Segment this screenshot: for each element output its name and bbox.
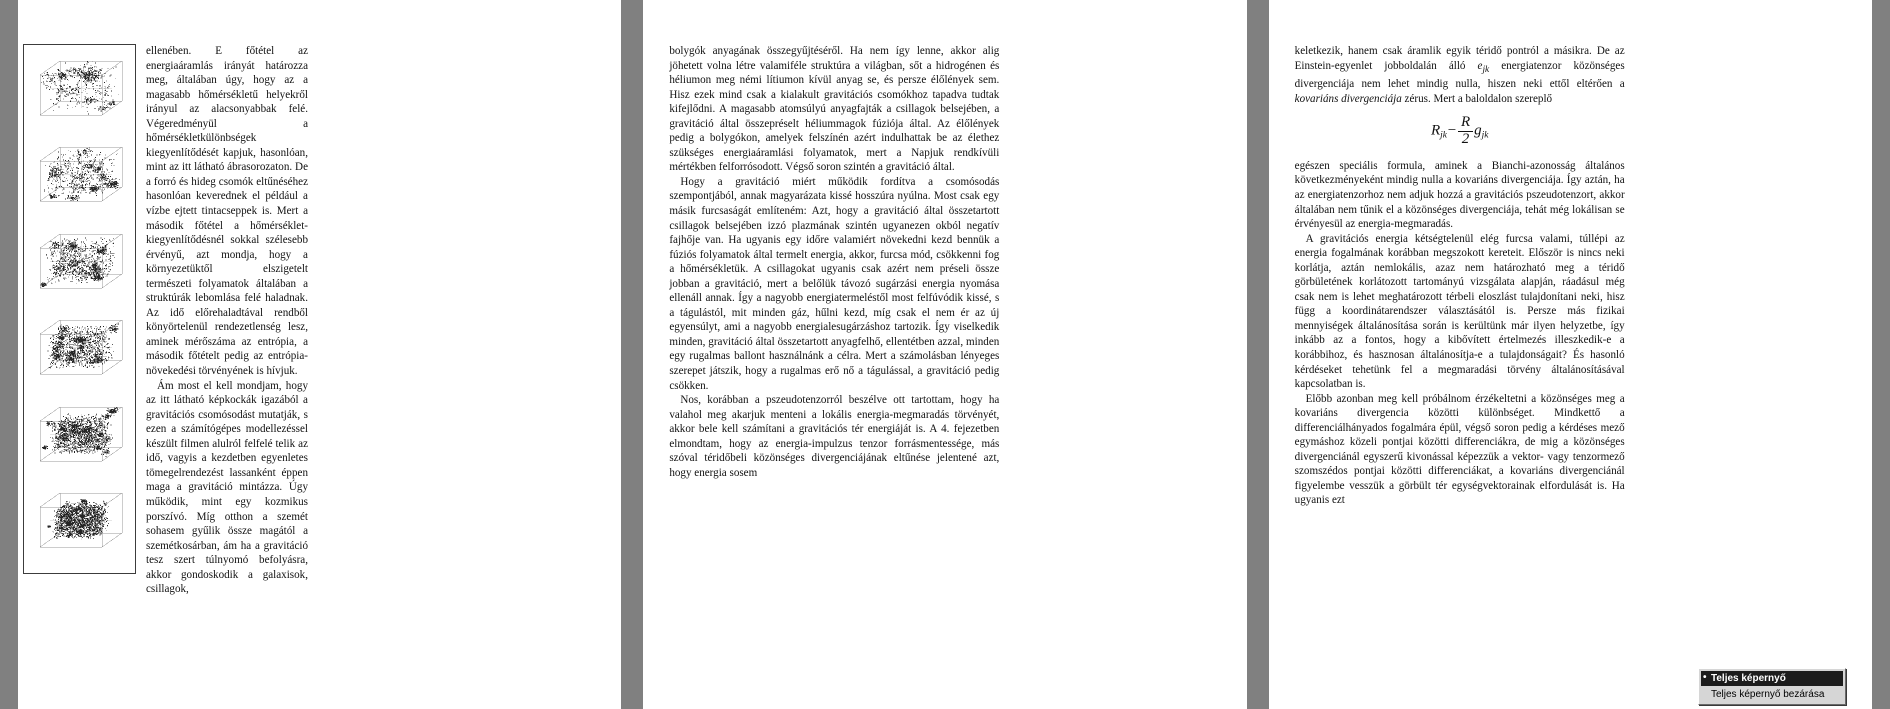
document-page-3[interactable] bbox=[1269, 0, 1872, 709]
figure-gravitational-clustering bbox=[23, 44, 136, 574]
eq-g: g bbox=[1474, 123, 1482, 140]
document-page-2[interactable] bbox=[643, 0, 1246, 709]
paragraph: bolygók anyagának összegyűjtéséről. Ha nem így lenne, akkor alig jöhetett volna létre valamiféle struktúra a világban, sőt a hidrogénen és héliumon meg némi lítiumon kívül anyag se, és persze élőlények sem. Hisz ezek mind csak a kialakult gravitációs csomókhoz tapadva tudtak kifejlődni. A magasabb atomsúlyú anyagfajták a csillagok belsejében, a gravitáció által összepréselt héliummagok fúziója által. Az élőlények pedig a bolygókon, amelyek felszínén azért indulhattak be az élethez szükséges energiaáramlási folyamatok, mert a Napjuk rendkívüli mértékben felforrósodott. Végső soron szintén a gravitáció által. bbox=[669, 45, 1000, 174]
paragraph: A gravitációs energia kétségtelenül elég furcsa valami, túllépi az energia fogalmának korábban megszokott kereteit. Először is nincs neki korlátja, aztán nemlokális, azaz nem határozható meg a téridő görbületének korlátozott tartományú vizsgálata alapján, ráadásul még csak nem is lehet meghatározott térbeli eloszlást tulajdonítani neki, hisz függ a koordinátarendszer választásától is. Persze más fizikai mennyiségek általánosítása során is kerültünk már ilyen helyzetbe, így inkább az a fontos, hogy a kibővített értelmezés illeszkedik-e a korábbihoz, és hasznosan általánosítja-e a tulajdonságait? És hasonló kérdéseket tehetünk fel a megmaradási törvény általánosításával kapcsolatban is. bbox=[1294, 232, 1625, 391]
paragraph: Ám most el kell mondjam, hogy az itt látható képkockák igazából a gravitációs csomósodást mutatják, s ezen a számítógépes modellezéssel készült filmen alulról felfelé telik az idő, vagyis a kezdetben egyenletes tömegelrendezést lassanként éppen maga a gravitáció mintázza. Úgy működik, mint egy kozmikus porszívó. Míg otthon a szemét sohasem gyűlik össze magától a szemétkosárban, ám ha a gravitáció tesz szert túlnyomó befolyásra, akkor gondoskodik a galaxisok, csillagok, bbox=[146, 379, 308, 596]
left-gutter bbox=[0, 0, 18, 709]
simulation-cube-2 bbox=[30, 139, 130, 221]
paragraph: Hogy a gravitáció miért működik fordítva a csomósodás szempontjából, annak magyarázata kissé hosszúra nyúlna. Most csak egy másik furcsaságát említeném: Azt, hogy a gravitáció által összetartott csillagok belsejében izzó plazmának szintén ugyanezen okból negatív fajhője van. Ha ugyanis egy időre valamiért növekedni kezd bennük a fúziós folyamatok által termelt energia, akkor, furcsa mód, csökkenni fog a hőmérsékletük. A csillagokat ugyanis csak azért nem préseli össze jobban a gravitáció, mert a belőlük távozó sugárzási energia nyomása ellenáll annak. Így a nagyobb energiatermeléstől most felfúvódik kissé, s a tágulástól, mit minden gáz, hűlni kezd, míg csak el nem ér az új egyensúlyt, ami a nagyobb energialesugárzáshoz tartozik. Így viselkedik minden, gravitáció által összetartott anyagfelhő, ellentétben azzal, minden egy rugalmas ballont használnánk a célra. Mert a számolásban lényeges szerepet játszik, hogy a rugalmas erő nő a tágulással, a gravitáció pedig csökken. bbox=[669, 175, 1000, 392]
paragraph-text: zérus. Mert a baloldalon szereplő bbox=[1401, 92, 1553, 105]
simulation-cube-5 bbox=[30, 399, 130, 481]
menu-item-fullscreen[interactable]: • Teljes képernyő bbox=[1701, 671, 1843, 686]
paragraph-text: keletkezik, hanem csak áramlik egyik téridő pontról a másikra. De az Einstein-egyenlet jobboldalán álló bbox=[1294, 45, 1625, 72]
simulation-cube-1 bbox=[30, 53, 130, 135]
simulation-cube-3 bbox=[30, 226, 130, 308]
page-gutter-1 bbox=[621, 0, 643, 709]
inline-math-e: $e_{jk}$ bbox=[1477, 59, 1490, 75]
paragraph-text: energiatenzor közönséges divergenciája nem lehet mindig nulla, hiszen neki ettől eltérően a bbox=[1294, 59, 1625, 91]
text-column-1 bbox=[146, 44, 308, 597]
right-gutter bbox=[1872, 0, 1890, 709]
menu-item-exit-fullscreen[interactable]: Teljes képernyő bezárása bbox=[1710, 689, 1825, 700]
paragraph: ellenében. E főtétel az energiaáramlás irányát határozza meg, általában úgy, hogy az a magasabb hőmérsékletű helyekről irányul az alacsonyabbak felé. Végeredményül a hőmérsékletkülönbségek kiegyenlítődését kapjuk, hasonlóan, mint az itt látható ábrasorozaton. De a forró és hideg csomók eltűnéséhez hasonlóan keverednek el például a vízbe ejtett tintacseppek is. Mert a második főtétel a hőmérséklet-kiegyenlítődésnél sokkal szélesebb érvényű, azt mondja, hogy a környezetüktől elszigetelt természeti folyamatok általában a struktúrák lebomlása felé haladnak. Az idő előrehaladtával rendből könyörtelenül rendezetlenség lesz, aminek mérőszáma az entrópia, a második főtételt pedig az entrópia-növekedési törvényének is hívjuk. bbox=[146, 45, 308, 378]
paragraph: Nos, korábban a pszeudotenzorról beszélve ott tartottam, hogy ha valahol meg akarjuk menteni a lokális energia-megmaradás törvényét, akkor bele kell számítani a gravitációs tér energiáját is. A 4. fejezetben elmondtam, hogy az energia-impulzus tenzor forrásmentessége, más szóval téridőbeli közönséges divergenciájának eltűnése jelentené azt, hogy energia sosem bbox=[669, 394, 1000, 479]
page-gutter-2 bbox=[1247, 0, 1269, 709]
simulation-cube-6 bbox=[30, 485, 130, 567]
eq-fraction bbox=[1458, 115, 1473, 148]
eq-R: R bbox=[1430, 123, 1441, 140]
document-page-1[interactable] bbox=[18, 0, 621, 709]
text-column-3 bbox=[1295, 44, 1625, 508]
fullscreen-context-menu[interactable] bbox=[1698, 668, 1846, 705]
paragraph bbox=[1295, 44, 1625, 106]
cube-stack bbox=[24, 49, 135, 571]
display-equation-einstein-tensor bbox=[1295, 115, 1625, 148]
eq-g-sub: jk bbox=[1481, 130, 1489, 141]
eq-minus: − bbox=[1446, 123, 1457, 140]
paragraph: egészen speciális formula, aminek a Bianchi-azonosság általános következményeként mindig nulla a kovariáns divergenciája. Így aztán, ha az energiatenzorhoz nem adjuk hozzá a gravitációs pszeudotenzort, akkor általában nem tűnik el a közönséges divergenciája, tehát még lokálisan se érvényesül az energia-megmaradás. bbox=[1294, 159, 1625, 231]
emphasis-kovarians-divergenciaja: kovariáns divergenciája bbox=[1294, 92, 1402, 105]
eq-R-sub: jk bbox=[1440, 130, 1447, 141]
paragraph: Előbb azonban meg kell próbálnom érzékeltetni a közönséges meg a kovariáns divergencia közötti különbséget. Mindkettő a differenciálhányados fogalmára épül, végső soron pedig a kérdéses mező egymáshoz közeli pontjai közötti differenciákra, de mig a közönséges divergenciánál egyszerű kivonással képezzük a vektor- vagy tenzormező szomszédos pontjai közötti differenciákat, a kovariáns divergenciánál figyelembe vesszük a görbült tér egységvektorainak elfordulását is. Ha ugyanis ezt bbox=[1294, 392, 1625, 507]
eq-fraction-numerator: R bbox=[1458, 115, 1473, 132]
text-column-2 bbox=[669, 44, 999, 480]
eq-fraction-denominator: 2 bbox=[1461, 131, 1470, 148]
simulation-cube-4 bbox=[30, 312, 130, 394]
